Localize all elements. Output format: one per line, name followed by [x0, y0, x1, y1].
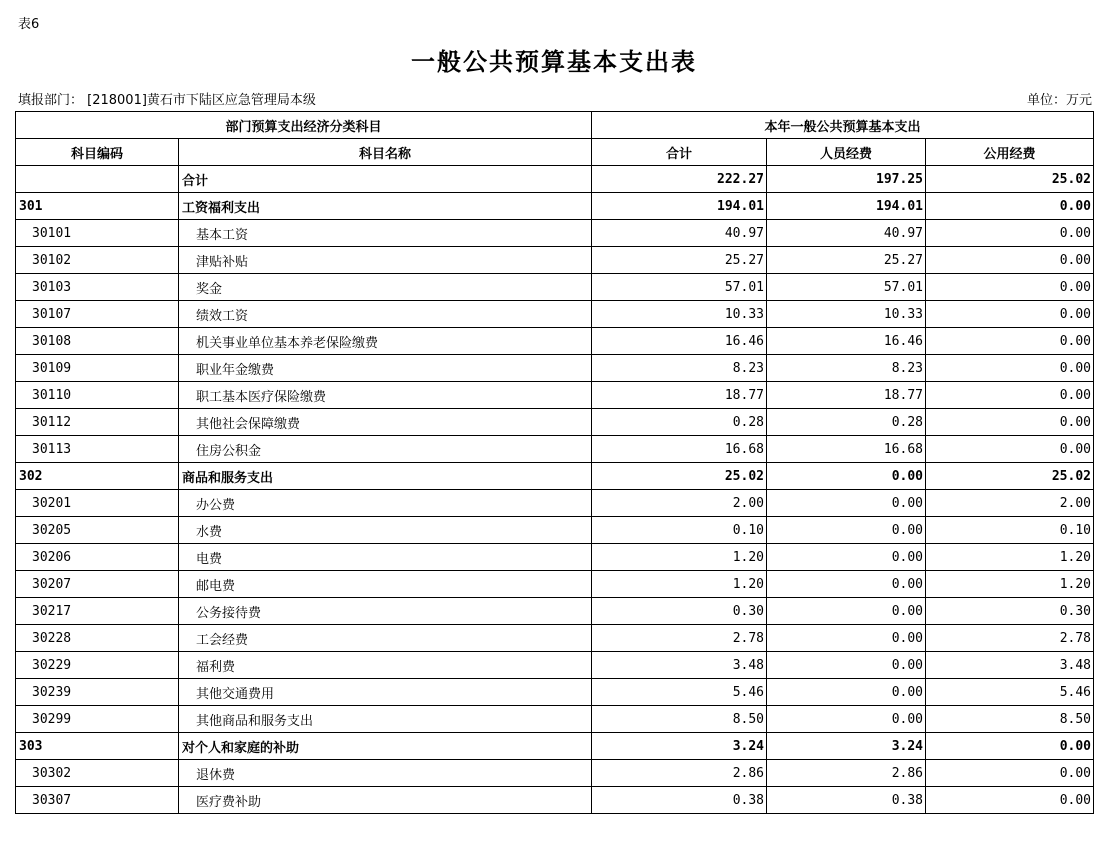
- row-public: 0.10: [926, 517, 1094, 544]
- row-name: 职业年金缴费: [179, 355, 592, 382]
- row-code: 30217: [16, 598, 179, 625]
- row-personnel: 0.00: [767, 652, 926, 679]
- row-name: 住房公积金: [179, 436, 592, 463]
- row-personnel: 0.28: [767, 409, 926, 436]
- row-personnel: 10.33: [767, 301, 926, 328]
- row-total: 57.01: [592, 274, 767, 301]
- row-code: 30103: [16, 274, 179, 301]
- row-total: 2.86: [592, 760, 767, 787]
- row-personnel: 0.00: [767, 517, 926, 544]
- row-code: 30201: [16, 490, 179, 517]
- table-row: [16, 544, 1094, 571]
- row-personnel: 0.38: [767, 787, 926, 814]
- row-public: 0.00: [926, 301, 1094, 328]
- header-group-row: [16, 112, 1094, 139]
- row-name: 电费: [179, 544, 592, 571]
- row-total: 0.30: [592, 598, 767, 625]
- table-row: [16, 274, 1094, 301]
- row-public: 0.00: [926, 193, 1094, 220]
- table-row: [16, 517, 1094, 544]
- row-personnel: 0.00: [767, 571, 926, 598]
- row-name: 基本工资: [179, 220, 592, 247]
- row-code: 301: [16, 193, 179, 220]
- row-code: 30307: [16, 787, 179, 814]
- row-public: 2.00: [926, 490, 1094, 517]
- row-total: 2.78: [592, 625, 767, 652]
- row-code: 30112: [16, 409, 179, 436]
- row-public: 0.00: [926, 760, 1094, 787]
- row-personnel: 0.00: [767, 625, 926, 652]
- row-total: 16.68: [592, 436, 767, 463]
- table-row: [16, 598, 1094, 625]
- table-row: [16, 436, 1094, 463]
- row-personnel: 0.00: [767, 706, 926, 733]
- row-name: 其他商品和服务支出: [179, 706, 592, 733]
- row-name: 对个人和家庭的补助: [179, 733, 592, 760]
- row-personnel: 8.23: [767, 355, 926, 382]
- row-personnel: 194.01: [767, 193, 926, 220]
- budget-table: [15, 111, 1094, 814]
- row-code: 30302: [16, 760, 179, 787]
- row-code: 30206: [16, 544, 179, 571]
- row-public: 25.02: [926, 463, 1094, 490]
- row-code: 30229: [16, 652, 179, 679]
- total-name: 合计: [179, 166, 592, 193]
- column-header-name: 科目名称: [179, 139, 592, 166]
- row-personnel: 18.77: [767, 382, 926, 409]
- unit-label: 填报部门：: [18, 93, 84, 108]
- row-personnel: 25.27: [767, 247, 926, 274]
- total-public: 25.02: [926, 166, 1094, 193]
- row-public: 0.00: [926, 382, 1094, 409]
- table-row: [16, 220, 1094, 247]
- row-total: 25.27: [592, 247, 767, 274]
- total-personnel: 197.25: [767, 166, 926, 193]
- unit-line: [18, 89, 316, 108]
- row-total: 3.48: [592, 652, 767, 679]
- row-code: 30102: [16, 247, 179, 274]
- row-name: 福利费: [179, 652, 592, 679]
- row-total: 25.02: [592, 463, 767, 490]
- row-code: 30205: [16, 517, 179, 544]
- row-personnel: 16.46: [767, 328, 926, 355]
- row-name: 工会经费: [179, 625, 592, 652]
- row-total: 5.46: [592, 679, 767, 706]
- row-personnel: 0.00: [767, 679, 926, 706]
- row-public: 8.50: [926, 706, 1094, 733]
- column-header-total: 合计: [592, 139, 767, 166]
- row-name: 奖金: [179, 274, 592, 301]
- column-header-public: 公用经费: [926, 139, 1094, 166]
- row-code: 302: [16, 463, 179, 490]
- row-name: 办公费: [179, 490, 592, 517]
- row-total: 18.77: [592, 382, 767, 409]
- row-personnel: 0.00: [767, 598, 926, 625]
- row-public: 1.20: [926, 571, 1094, 598]
- row-name: 机关事业单位基本养老保险缴费: [179, 328, 592, 355]
- row-personnel: 57.01: [767, 274, 926, 301]
- row-public: 0.00: [926, 220, 1094, 247]
- table-row: [16, 490, 1094, 517]
- row-public: 0.00: [926, 355, 1094, 382]
- row-public: 0.00: [926, 409, 1094, 436]
- row-code: 30101: [16, 220, 179, 247]
- column-header-code: 科目编码: [16, 139, 179, 166]
- row-name: 绩效工资: [179, 301, 592, 328]
- row-total: 8.50: [592, 706, 767, 733]
- header-group-right: 本年一般公共预算基本支出: [592, 112, 1094, 139]
- row-personnel: 40.97: [767, 220, 926, 247]
- page-title: 一般公共预算基本支出表: [411, 47, 697, 76]
- category-row: [16, 733, 1094, 760]
- row-public: 0.00: [926, 328, 1094, 355]
- row-name: 职工基本医疗保险缴费: [179, 382, 592, 409]
- row-total: 10.33: [592, 301, 767, 328]
- row-code: 30110: [16, 382, 179, 409]
- table-row: [16, 787, 1094, 814]
- row-public: 0.00: [926, 787, 1094, 814]
- total-total: 222.27: [592, 166, 767, 193]
- table-row: [16, 625, 1094, 652]
- row-public: 0.00: [926, 733, 1094, 760]
- row-total: 8.23: [592, 355, 767, 382]
- row-public: 2.78: [926, 625, 1094, 652]
- table-row: [16, 328, 1094, 355]
- row-personnel: 0.00: [767, 490, 926, 517]
- total-row: [16, 166, 1094, 193]
- table-row: [16, 679, 1094, 706]
- row-total: 0.10: [592, 517, 767, 544]
- row-code: 30299: [16, 706, 179, 733]
- row-code: 30239: [16, 679, 179, 706]
- unit-name: [218001]黄石市下陆区应急管理局本级: [87, 93, 316, 108]
- row-total: 1.20: [592, 544, 767, 571]
- row-personnel: 16.68: [767, 436, 926, 463]
- total-code: [16, 166, 179, 193]
- row-code: 30113: [16, 436, 179, 463]
- table-row: [16, 706, 1094, 733]
- row-code: 30108: [16, 328, 179, 355]
- row-personnel: 3.24: [767, 733, 926, 760]
- row-code: 303: [16, 733, 179, 760]
- row-name: 退休费: [179, 760, 592, 787]
- row-code: 30109: [16, 355, 179, 382]
- table-number: 表6: [18, 17, 40, 32]
- row-public: 0.00: [926, 436, 1094, 463]
- row-name: 其他交通费用: [179, 679, 592, 706]
- table-row: [16, 301, 1094, 328]
- row-name: 公务接待费: [179, 598, 592, 625]
- row-total: 3.24: [592, 733, 767, 760]
- row-personnel: 0.00: [767, 544, 926, 571]
- table-row: [16, 760, 1094, 787]
- row-personnel: 0.00: [767, 463, 926, 490]
- table-row: [16, 409, 1094, 436]
- row-public: 5.46: [926, 679, 1094, 706]
- row-code: 30107: [16, 301, 179, 328]
- row-total: 1.20: [592, 571, 767, 598]
- row-public: 0.00: [926, 274, 1094, 301]
- row-name: 邮电费: [179, 571, 592, 598]
- category-row: [16, 193, 1094, 220]
- row-total: 194.01: [592, 193, 767, 220]
- row-total: 0.28: [592, 409, 767, 436]
- row-name: 商品和服务支出: [179, 463, 592, 490]
- table-row: [16, 247, 1094, 274]
- row-name: 水费: [179, 517, 592, 544]
- row-total: 16.46: [592, 328, 767, 355]
- row-public: 3.48: [926, 652, 1094, 679]
- row-total: 40.97: [592, 220, 767, 247]
- table-row: [16, 652, 1094, 679]
- row-code: 30228: [16, 625, 179, 652]
- table-row: [16, 355, 1094, 382]
- row-public: 0.00: [926, 247, 1094, 274]
- header-group-left: 部门预算支出经济分类科目: [16, 112, 592, 139]
- row-public: 1.20: [926, 544, 1094, 571]
- row-total: 2.00: [592, 490, 767, 517]
- row-name: 津贴补贴: [179, 247, 592, 274]
- currency-unit: 单位：万元: [1026, 93, 1092, 108]
- row-personnel: 2.86: [767, 760, 926, 787]
- row-name: 其他社会保障缴费: [179, 409, 592, 436]
- table-row: [16, 571, 1094, 598]
- header-column-row: [16, 139, 1094, 166]
- table-row: [16, 382, 1094, 409]
- row-name: 医疗费补助: [179, 787, 592, 814]
- row-name: 工资福利支出: [179, 193, 592, 220]
- row-public: 0.30: [926, 598, 1094, 625]
- category-row: [16, 463, 1094, 490]
- row-code: 30207: [16, 571, 179, 598]
- column-header-personnel: 人员经费: [767, 139, 926, 166]
- row-total: 0.38: [592, 787, 767, 814]
